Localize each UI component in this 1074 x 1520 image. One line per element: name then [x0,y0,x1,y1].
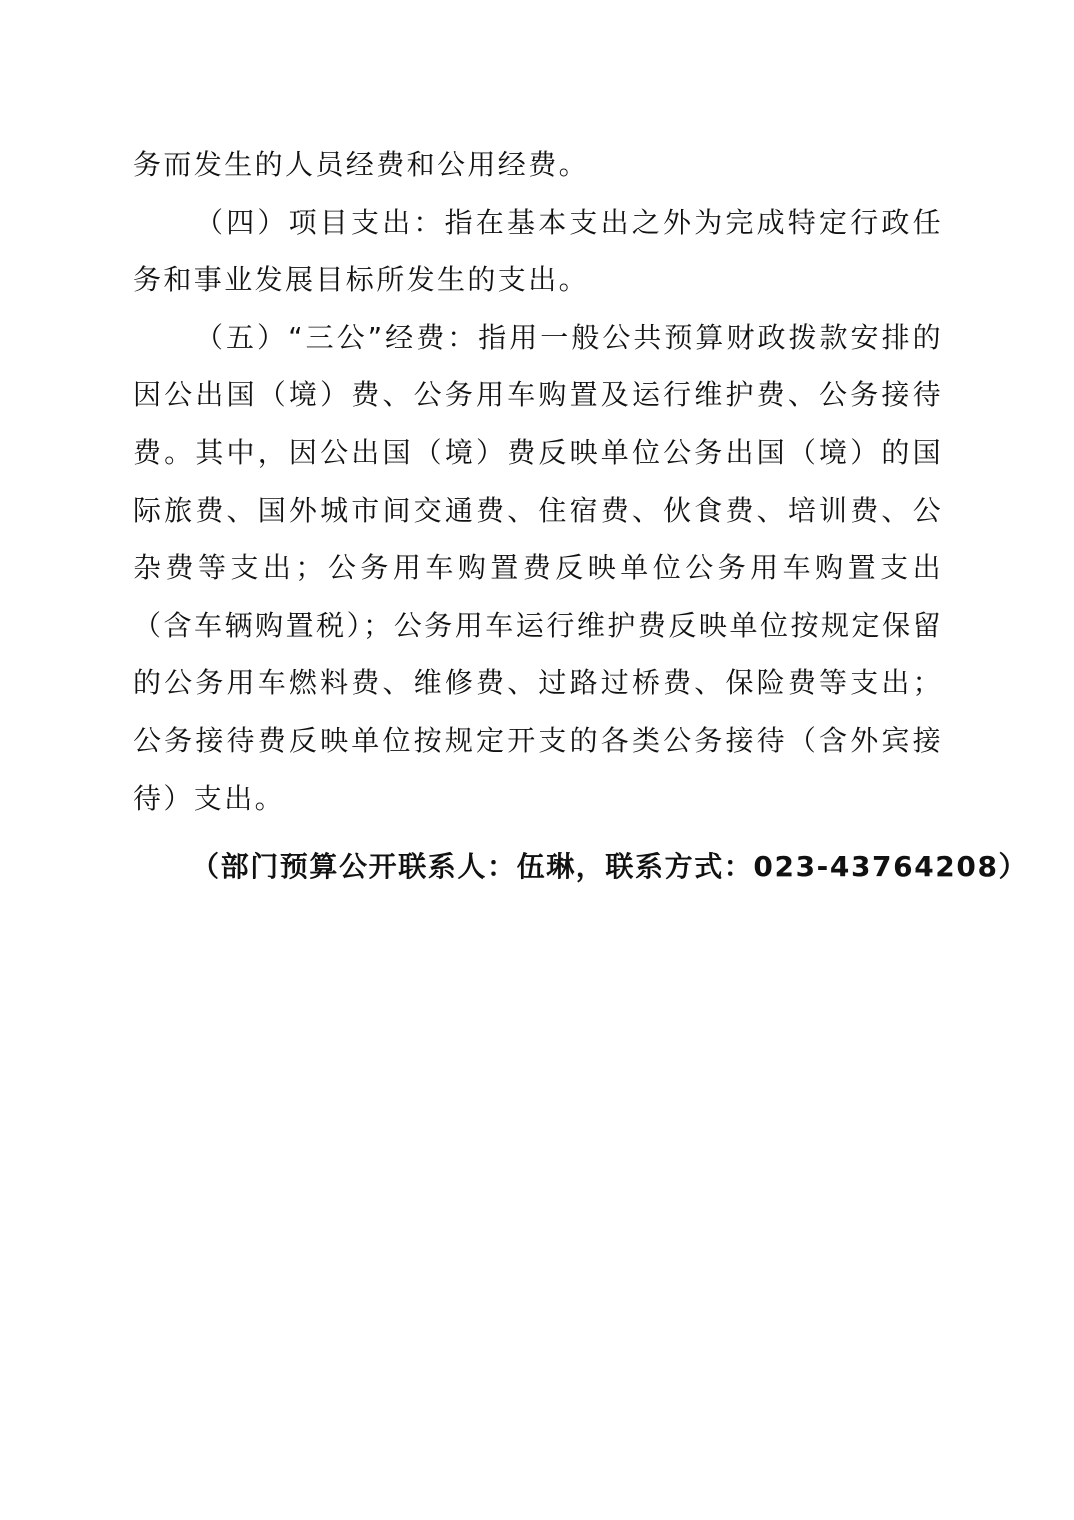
contact-line: （部门预算公开联系人：伍琳，联系方式：023-43764208） [191,850,1029,884]
paragraph-three-public-expenses: （五）“三公”经费：指用一般公共预算财政拨款安排的因公出国（境）费、公务用车购置及运行维护费、公务接待费。其中，因公出国（境）费反映单位公务出国（境）的国际旅费、国外城市间交通费、住宿费、伙食费、培训费、公杂费等支出；公务用车购置费反映单位公务用车购置支出（含车辆购置税）；公务用车运行维护费反映单位按规定保留的公务用车燃料费、维修费、过路过桥费、保险费等支出；公务接待费反映单位按规定开支的各类公务接待（含外宾接待）支出。 [133,320,943,815]
document-body [133,136,1029,895]
paragraph-project-expenditure: （四）项目支出：指在基本支出之外为完成特定行政任务和事业发展目标所发生的支出。 [133,205,943,297]
paragraph-continuation: 务而发生的人员经费和公用经费。 [133,148,590,181]
